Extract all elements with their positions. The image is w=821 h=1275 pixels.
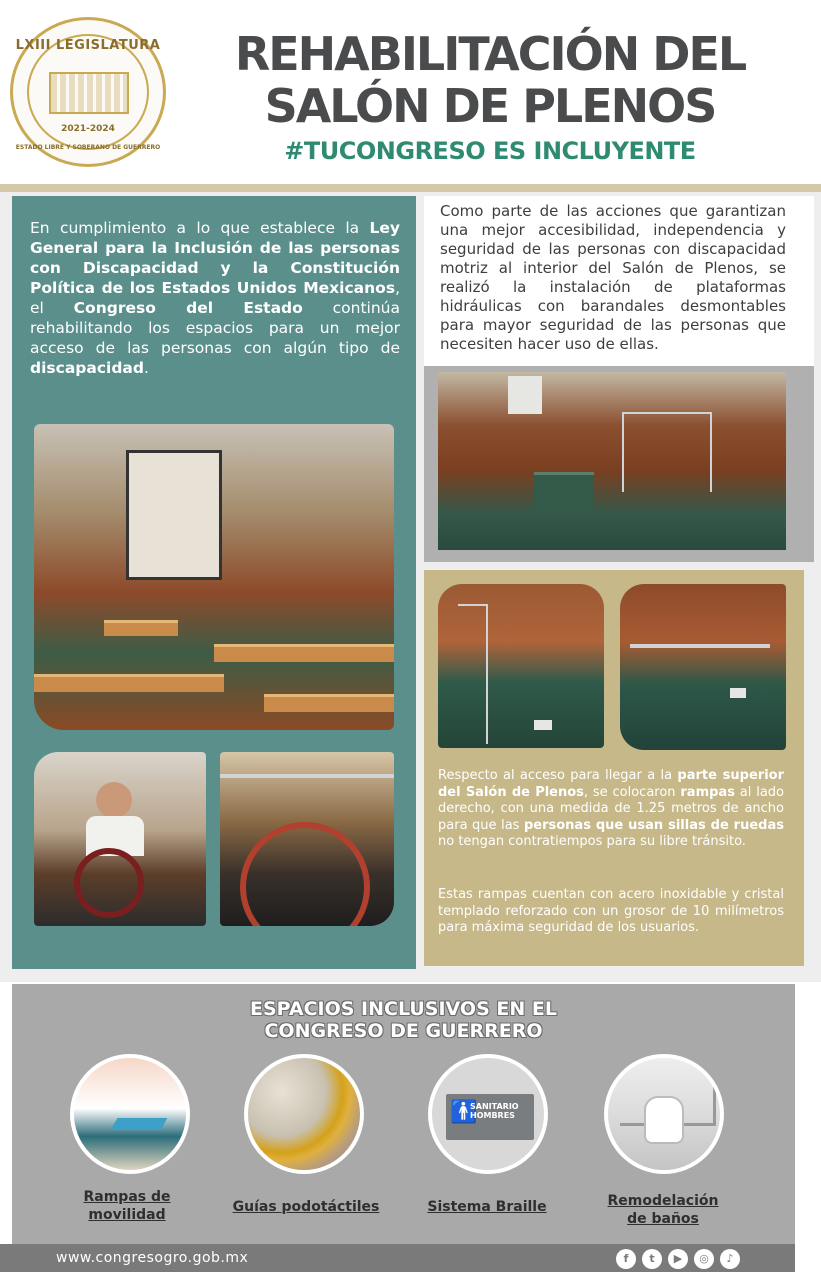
congress-building-icon: [49, 72, 129, 114]
braille-sign-line-1: SANITARIO: [470, 1102, 519, 1111]
hashtag: #TUCONGRESO ES INCLUYENTE: [284, 137, 696, 165]
braille-sign-photo: [428, 1054, 548, 1174]
access-text-1: Respecto al acceso para llegar a la: [438, 768, 678, 783]
inclusive-spaces-title-line-2: CONGRESO DE GUERRERO: [264, 1020, 543, 1042]
intro-paragraph: [30, 218, 400, 378]
actions-paragraph: Como parte de las acciones que garantizan una mejor accesibilidad, independencia y seguridad de las personas con discapacidad motriz al interior del Salón de Plenos, se realizó la instalación de plataformas hidráulicas con barandales desmontables para mayor seguridad de las personas que necesiten hacer uso de ellas.: [440, 202, 786, 353]
toilet-icon: [644, 1096, 684, 1144]
access-paragraph: [438, 768, 784, 851]
page-title: [200, 28, 780, 132]
label-bathrooms: [588, 1192, 738, 1228]
label-ramps-line-2: movilidad: [88, 1207, 166, 1223]
header: [0, 0, 821, 190]
braille-sign-line-2: HOMBRES: [470, 1111, 515, 1120]
intro-text-2: , el: [30, 279, 400, 317]
access-text-3: al lado derecho, con una medida de 1.25 metros de ancho para que las: [438, 784, 784, 833]
intro-text-4: .: [144, 359, 149, 377]
intro-text-1: En cumplimiento a lo que establece la: [30, 219, 370, 237]
label-bathrooms-line-1: Remodelación: [607, 1193, 719, 1209]
man-icon: 🚹: [450, 1100, 478, 1125]
label-tactile-guides: Guías podotáctiles: [232, 1199, 380, 1215]
access-bold-upper: parte superior del Salón de Plenos: [438, 768, 784, 800]
bathroom-photo: [604, 1054, 724, 1174]
ramp-photo-right: [620, 584, 786, 750]
braille-sign-text: [470, 1102, 519, 1120]
seal-legislature-text: LXIII LEGISLATURA: [15, 38, 161, 53]
access-bold-wheelchairs: personas que usan sillas de ruedas: [523, 817, 784, 833]
facebook-icon[interactable]: f: [616, 1249, 636, 1269]
youtube-icon[interactable]: ▶: [668, 1249, 688, 1269]
seal-state-text: ESTADO LIBRE Y SOBERANO DE GUERRERO: [15, 144, 161, 151]
title-line-2: SALÓN DE PLENOS: [264, 79, 716, 133]
access-text-4: no tengan contratiempos para su libre tránsito.: [438, 834, 746, 849]
braille-sign: [446, 1094, 534, 1140]
label-bathrooms-line-2: de baños: [627, 1211, 699, 1227]
instagram-icon[interactable]: ◎: [694, 1249, 714, 1269]
title-line-1: REHABILITACIÓN DEL: [234, 27, 746, 81]
wheelchair-platform-photo: [220, 752, 394, 926]
ramp-photo: [70, 1054, 190, 1174]
access-bold-ramps: rampas: [680, 784, 735, 800]
seal-years-text: 2021-2024: [61, 124, 115, 134]
hydraulic-platform-photo: [438, 372, 786, 550]
inclusive-spaces-title: [12, 998, 795, 1042]
header-divider: [0, 184, 821, 192]
tiktok-icon[interactable]: ♪: [720, 1249, 740, 1269]
wheelchair-user-photo: [34, 752, 206, 926]
intro-bold-congress: Congreso del Estado: [73, 299, 303, 317]
tactile-guide-photo: [244, 1054, 364, 1174]
label-ramps: [52, 1188, 202, 1224]
access-text-2: , se colocaron: [583, 784, 681, 800]
ramps-paragraph: Estas rampas cuentan con acero inoxidable y cristal templado reforzado con un grosor de 10 milímetros para máxima seguridad de los usuarios.: [438, 887, 784, 935]
intro-bold-disability: discapacidad: [30, 359, 144, 377]
inclusive-spaces-title-line-1: ESPACIOS INCLUSIVOS EN EL: [250, 998, 557, 1020]
twitter-icon[interactable]: t: [642, 1249, 662, 1269]
label-braille: Sistema Braille: [427, 1199, 547, 1215]
website-link[interactable]: www.congresogro.gob.mx: [56, 1250, 249, 1266]
plenary-chamber-photo: [34, 424, 394, 730]
intro-bold-law: Ley General para la Inclusión de las personas con Discapacidad y la Constitución Política de los Estados Unidos Mexicanos: [30, 219, 400, 297]
intro-text-3: continúa rehabilitando los espacios para un mejor acceso de las personas con algún tipo de: [30, 299, 400, 357]
label-ramps-line-1: Rampas de: [83, 1189, 171, 1205]
ramp-photo-left: [438, 584, 604, 748]
congress-seal-logo: [10, 17, 166, 167]
